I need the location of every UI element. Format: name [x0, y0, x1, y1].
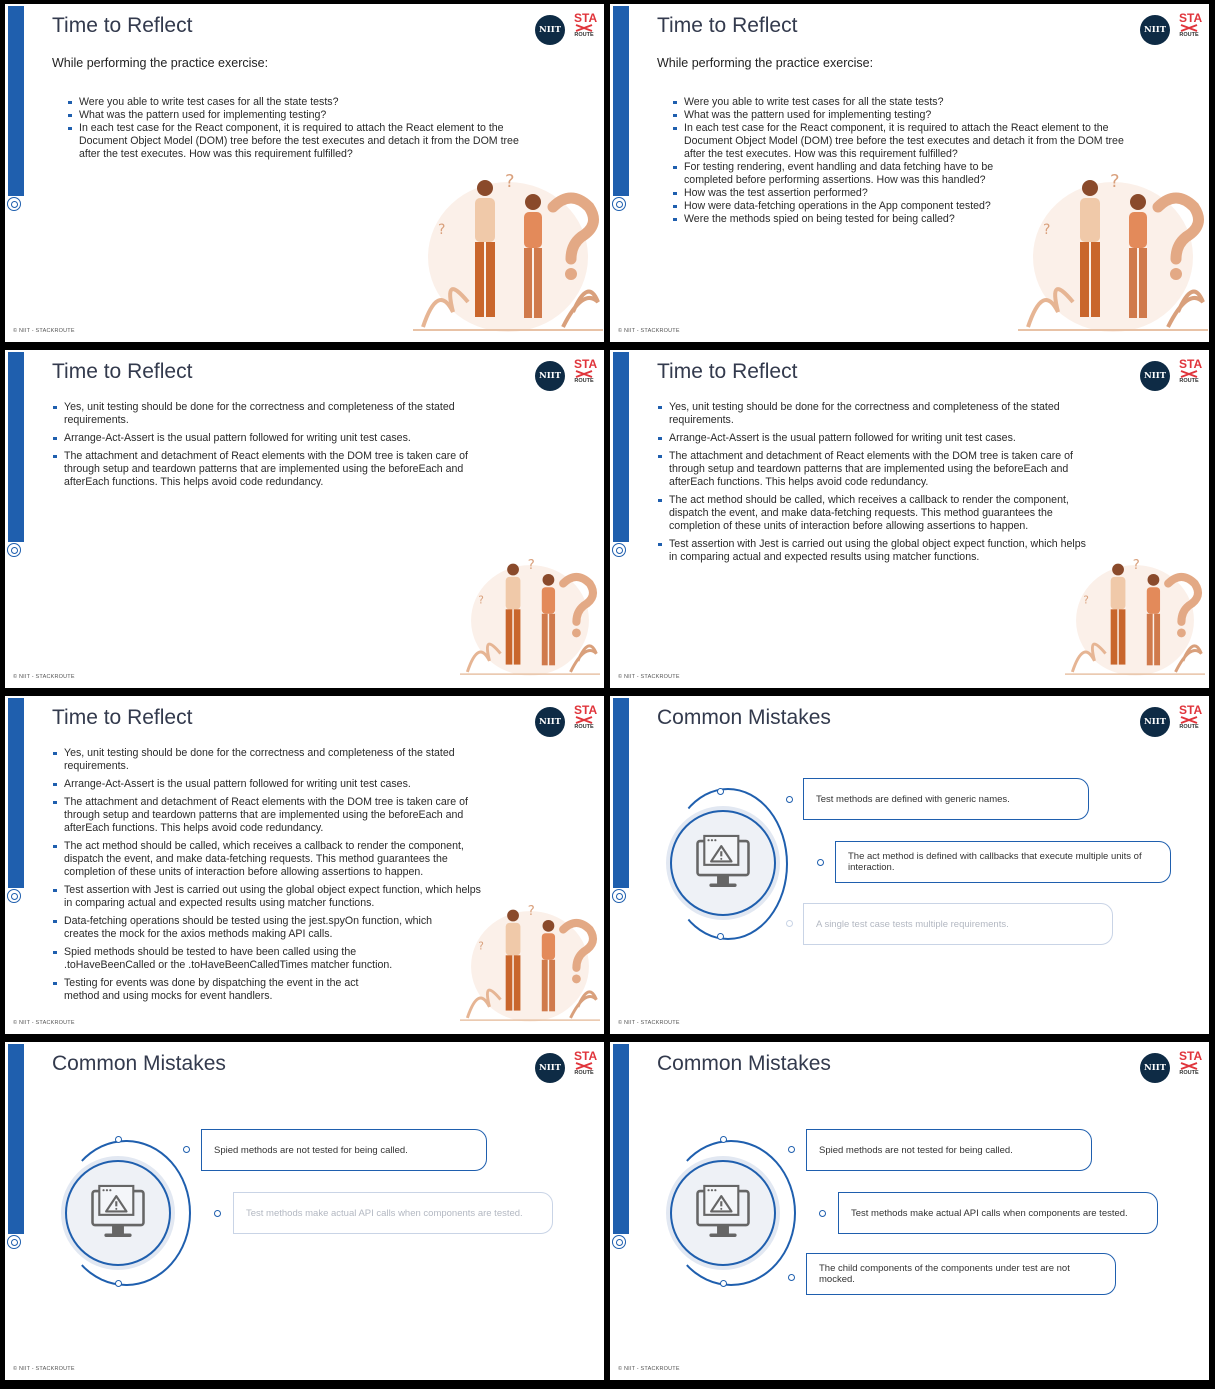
target-icon — [612, 197, 626, 211]
accent-bar — [613, 352, 629, 542]
reflecting-people-illustration — [1018, 162, 1208, 332]
bullet-item: How were data-fetching operations in the App component tested? — [672, 200, 1147, 213]
stackroute-logo-sta: STA — [574, 703, 598, 717]
bullet-item: How was the test assertion performed? — [672, 187, 1147, 200]
bullet-item: Arrange-Act-Assert is the usual pattern followed for writing unit test cases. — [657, 432, 1097, 445]
mistake-card: Spied methods are not tested for being called. — [806, 1129, 1092, 1171]
stackroute-logo-route: ROUTE — [574, 724, 594, 730]
slide-5 — [5, 696, 604, 1034]
niit-logo: NIIT — [535, 1053, 565, 1083]
mistake-card: Test methods make actual API calls when components are tested. — [233, 1192, 553, 1234]
connector-node — [717, 933, 724, 940]
warning-monitor-icon — [689, 834, 757, 894]
connector-node — [214, 1210, 221, 1217]
stackroute-logo — [574, 703, 598, 730]
bullet-item: In each test case for the React component, it is required to attach the React element to the Document Object Model (DOM) tree before the test executes and detach it from the DOM tree after the test executes. How was this requirement fulfilled? — [672, 122, 1147, 161]
bullet-item: What was the pattern used for implementing testing? — [67, 109, 542, 122]
niit-logo: NIIT — [1140, 707, 1170, 737]
niit-logo: NIIT — [1140, 1053, 1170, 1083]
connector-node — [786, 920, 793, 927]
slide-title: Common Mistakes — [657, 1052, 831, 1075]
bullet-item: Data-fetching operations should be tested using the jest.spyOn function, which creates the mock for the axios methods making API calls. — [52, 915, 464, 941]
stackroute-logo-sta: STA — [574, 11, 598, 25]
footer: © NIIT - STACKROUTE — [13, 1020, 75, 1026]
stackroute-logo — [1179, 11, 1203, 38]
accent-bar — [8, 352, 24, 542]
slide-title: Time to Reflect — [52, 360, 193, 383]
bullet-item: What was the pattern used for implementing testing? — [672, 109, 1147, 122]
stackroute-logo-route: ROUTE — [574, 32, 594, 38]
mistake-card: The act method is defined with callbacks that execute multiple units of interaction. — [835, 841, 1171, 883]
slide-title: Time to Reflect — [52, 706, 193, 729]
slide-7 — [5, 1042, 604, 1380]
stackroute-logo-route: ROUTE — [1179, 724, 1199, 730]
slide-6 — [610, 696, 1209, 1034]
bullet-item: In each test case for the React component, it is required to attach the React element to the Document Object Model (DOM) tree before the test executes and detach it from the DOM tree after the test executes. How was this requirement fulfilled? — [67, 122, 542, 161]
bullet-item: For testing rendering, event handling and data fetching have to be completed before performing assertions. How was this handled? — [672, 161, 1044, 187]
stackroute-logo-route: ROUTE — [574, 378, 594, 384]
target-icon — [7, 1235, 21, 1249]
stackroute-logo-sta: STA — [1179, 11, 1203, 25]
mistake-card: Test methods make actual API calls when components are tested. — [838, 1192, 1158, 1234]
bullet-item: Arrange-Act-Assert is the usual pattern followed for writing unit test cases. — [52, 778, 492, 791]
stackroute-logo-sta: STA — [1179, 357, 1203, 371]
target-icon — [612, 889, 626, 903]
stackroute-logo-route: ROUTE — [1179, 32, 1199, 38]
warning-monitor-icon — [84, 1184, 152, 1244]
stackroute-logo — [574, 357, 598, 384]
slide-8 — [610, 1042, 1209, 1380]
bullet-item: Yes, unit testing should be done for the correctness and completeness of the stated requirements. — [657, 401, 1097, 427]
bullet-item: Test assertion with Jest is carried out using the global object expect function, which helps in comparing actual and expected results using matcher functions. — [52, 884, 484, 910]
accent-bar — [8, 6, 24, 196]
accent-bar — [613, 1044, 629, 1234]
stackroute-logo — [574, 11, 598, 38]
warning-monitor-badge — [670, 810, 776, 916]
footer: © NIIT - STACKROUTE — [618, 1020, 680, 1026]
slide-1 — [5, 4, 604, 342]
reflecting-people-illustration — [413, 162, 603, 332]
accent-bar — [613, 6, 629, 196]
bullet-item: The attachment and detachment of React elements with the DOM tree is taken care of through setup and teardown patterns that are implemented using the beforeEach and afterEach functions. This helps avoid code redundancy. — [657, 450, 1097, 489]
footer: © NIIT - STACKROUTE — [13, 328, 75, 334]
slide-title: Time to Reflect — [657, 360, 798, 383]
niit-logo: NIIT — [1140, 15, 1170, 45]
slide-title: Common Mistakes — [52, 1052, 226, 1075]
bullet-item: The attachment and detachment of React elements with the DOM tree is taken care of through setup and teardown patterns that are implemented using the beforeEach and afterEach functions. This helps avoid code redundancy. — [52, 796, 492, 835]
bullet-item: Testing for events was done by dispatching the event in the act method and using mocks for event handlers. — [52, 977, 394, 1003]
bullet-list — [67, 96, 542, 161]
stackroute-logo — [574, 1049, 598, 1076]
stackroute-logo-sta: STA — [574, 1049, 598, 1063]
bullet-item: Test assertion with Jest is carried out using the global object expect function, which helps in comparing actual and expected results using matcher functions. — [657, 538, 1097, 564]
reflecting-people-illustration — [460, 889, 600, 1029]
bullet-item: Yes, unit testing should be done for the correctness and completeness of the stated requirements. — [52, 747, 492, 773]
bullet-item: The act method should be called, which receives a callback to render the component, dispatch the event, and make data-fetching requests. This method guarantees the completion of these units of interaction before allowing assertions to happen. — [657, 494, 1097, 533]
stackroute-logo — [1179, 1049, 1203, 1076]
bullet-item: Were you able to write test cases for all the state tests? — [67, 96, 542, 109]
stackroute-logo-sta: STA — [574, 357, 598, 371]
mistake-card: The child components of the components under test are not mocked. — [806, 1253, 1116, 1295]
niit-logo: NIIT — [535, 707, 565, 737]
slide-title: Common Mistakes — [657, 706, 831, 729]
niit-logo: NIIT — [535, 361, 565, 391]
accent-bar — [8, 1044, 24, 1234]
connector-node — [717, 788, 724, 795]
slide-subtitle: While performing the practice exercise: — [657, 56, 874, 70]
bullet-item: Spied methods should be tested to have been called using the .toHaveBeenCalled or the .toHaveBeenCalledTimes matcher function. — [52, 946, 424, 972]
slide-4 — [610, 350, 1209, 688]
connector-node — [788, 1146, 795, 1153]
bullet-item: Were the methods spied on being tested for being called? — [672, 213, 1147, 226]
footer: © NIIT - STACKROUTE — [13, 674, 75, 680]
bullet-item: The attachment and detachment of React elements with the DOM tree is taken care of through setup and teardown patterns that are implemented using the beforeEach and afterEach functions. This helps avoid code redundancy. — [52, 450, 492, 489]
connector-node — [115, 1280, 122, 1287]
mistake-card: A single test case tests multiple requirements. — [803, 903, 1113, 945]
target-icon — [7, 197, 21, 211]
bullet-item: Yes, unit testing should be done for the correctness and completeness of the stated requirements. — [52, 401, 492, 427]
connector-node — [786, 796, 793, 803]
stackroute-logo — [1179, 357, 1203, 384]
reflecting-people-illustration — [460, 543, 600, 683]
connector-node — [720, 1136, 727, 1143]
warning-monitor-icon — [689, 1184, 757, 1244]
connector-node — [788, 1274, 795, 1281]
slide-3 — [5, 350, 604, 688]
niit-logo: NIIT — [1140, 361, 1170, 391]
connector-node — [817, 859, 824, 866]
mistake-card: Test methods are defined with generic names. — [803, 778, 1089, 820]
warning-monitor-badge — [65, 1160, 171, 1266]
slide-2 — [610, 4, 1209, 342]
niit-logo: NIIT — [535, 15, 565, 45]
footer: © NIIT - STACKROUTE — [618, 1366, 680, 1372]
accent-bar — [8, 698, 24, 888]
warning-monitor-badge — [670, 1160, 776, 1266]
footer: © NIIT - STACKROUTE — [618, 328, 680, 334]
target-icon — [612, 1235, 626, 1249]
stackroute-logo — [1179, 703, 1203, 730]
bullet-item: Were you able to write test cases for all the state tests? — [672, 96, 1147, 109]
stackroute-logo-route: ROUTE — [574, 1070, 594, 1076]
bullet-item: The act method should be called, which receives a callback to render the component, dispatch the event, and make data-fetching requests. This method guarantees the completion of these units of interaction before allowing assertions to happen. — [52, 840, 492, 879]
bullet-item: Arrange-Act-Assert is the usual pattern followed for writing unit test cases. — [52, 432, 492, 445]
stackroute-logo-sta: STA — [1179, 703, 1203, 717]
bullet-list — [52, 747, 492, 1003]
bullet-list — [657, 401, 1097, 564]
connector-node — [183, 1146, 190, 1153]
stackroute-logo-sta: STA — [1179, 1049, 1203, 1063]
bullet-list — [52, 401, 492, 489]
connector-node — [819, 1210, 826, 1217]
mistake-card: Spied methods are not tested for being called. — [201, 1129, 487, 1171]
stackroute-logo-route: ROUTE — [1179, 378, 1199, 384]
target-icon — [7, 543, 21, 557]
slide-title: Time to Reflect — [657, 14, 798, 37]
reflecting-people-illustration — [1065, 543, 1205, 683]
connector-node — [720, 1280, 727, 1287]
slide-title: Time to Reflect — [52, 14, 193, 37]
target-icon — [612, 543, 626, 557]
slide-subtitle: While performing the practice exercise: — [52, 56, 269, 70]
target-icon — [7, 889, 21, 903]
footer: © NIIT - STACKROUTE — [13, 1366, 75, 1372]
connector-node — [115, 1136, 122, 1143]
footer: © NIIT - STACKROUTE — [618, 674, 680, 680]
accent-bar — [613, 698, 629, 888]
stackroute-logo-route: ROUTE — [1179, 1070, 1199, 1076]
